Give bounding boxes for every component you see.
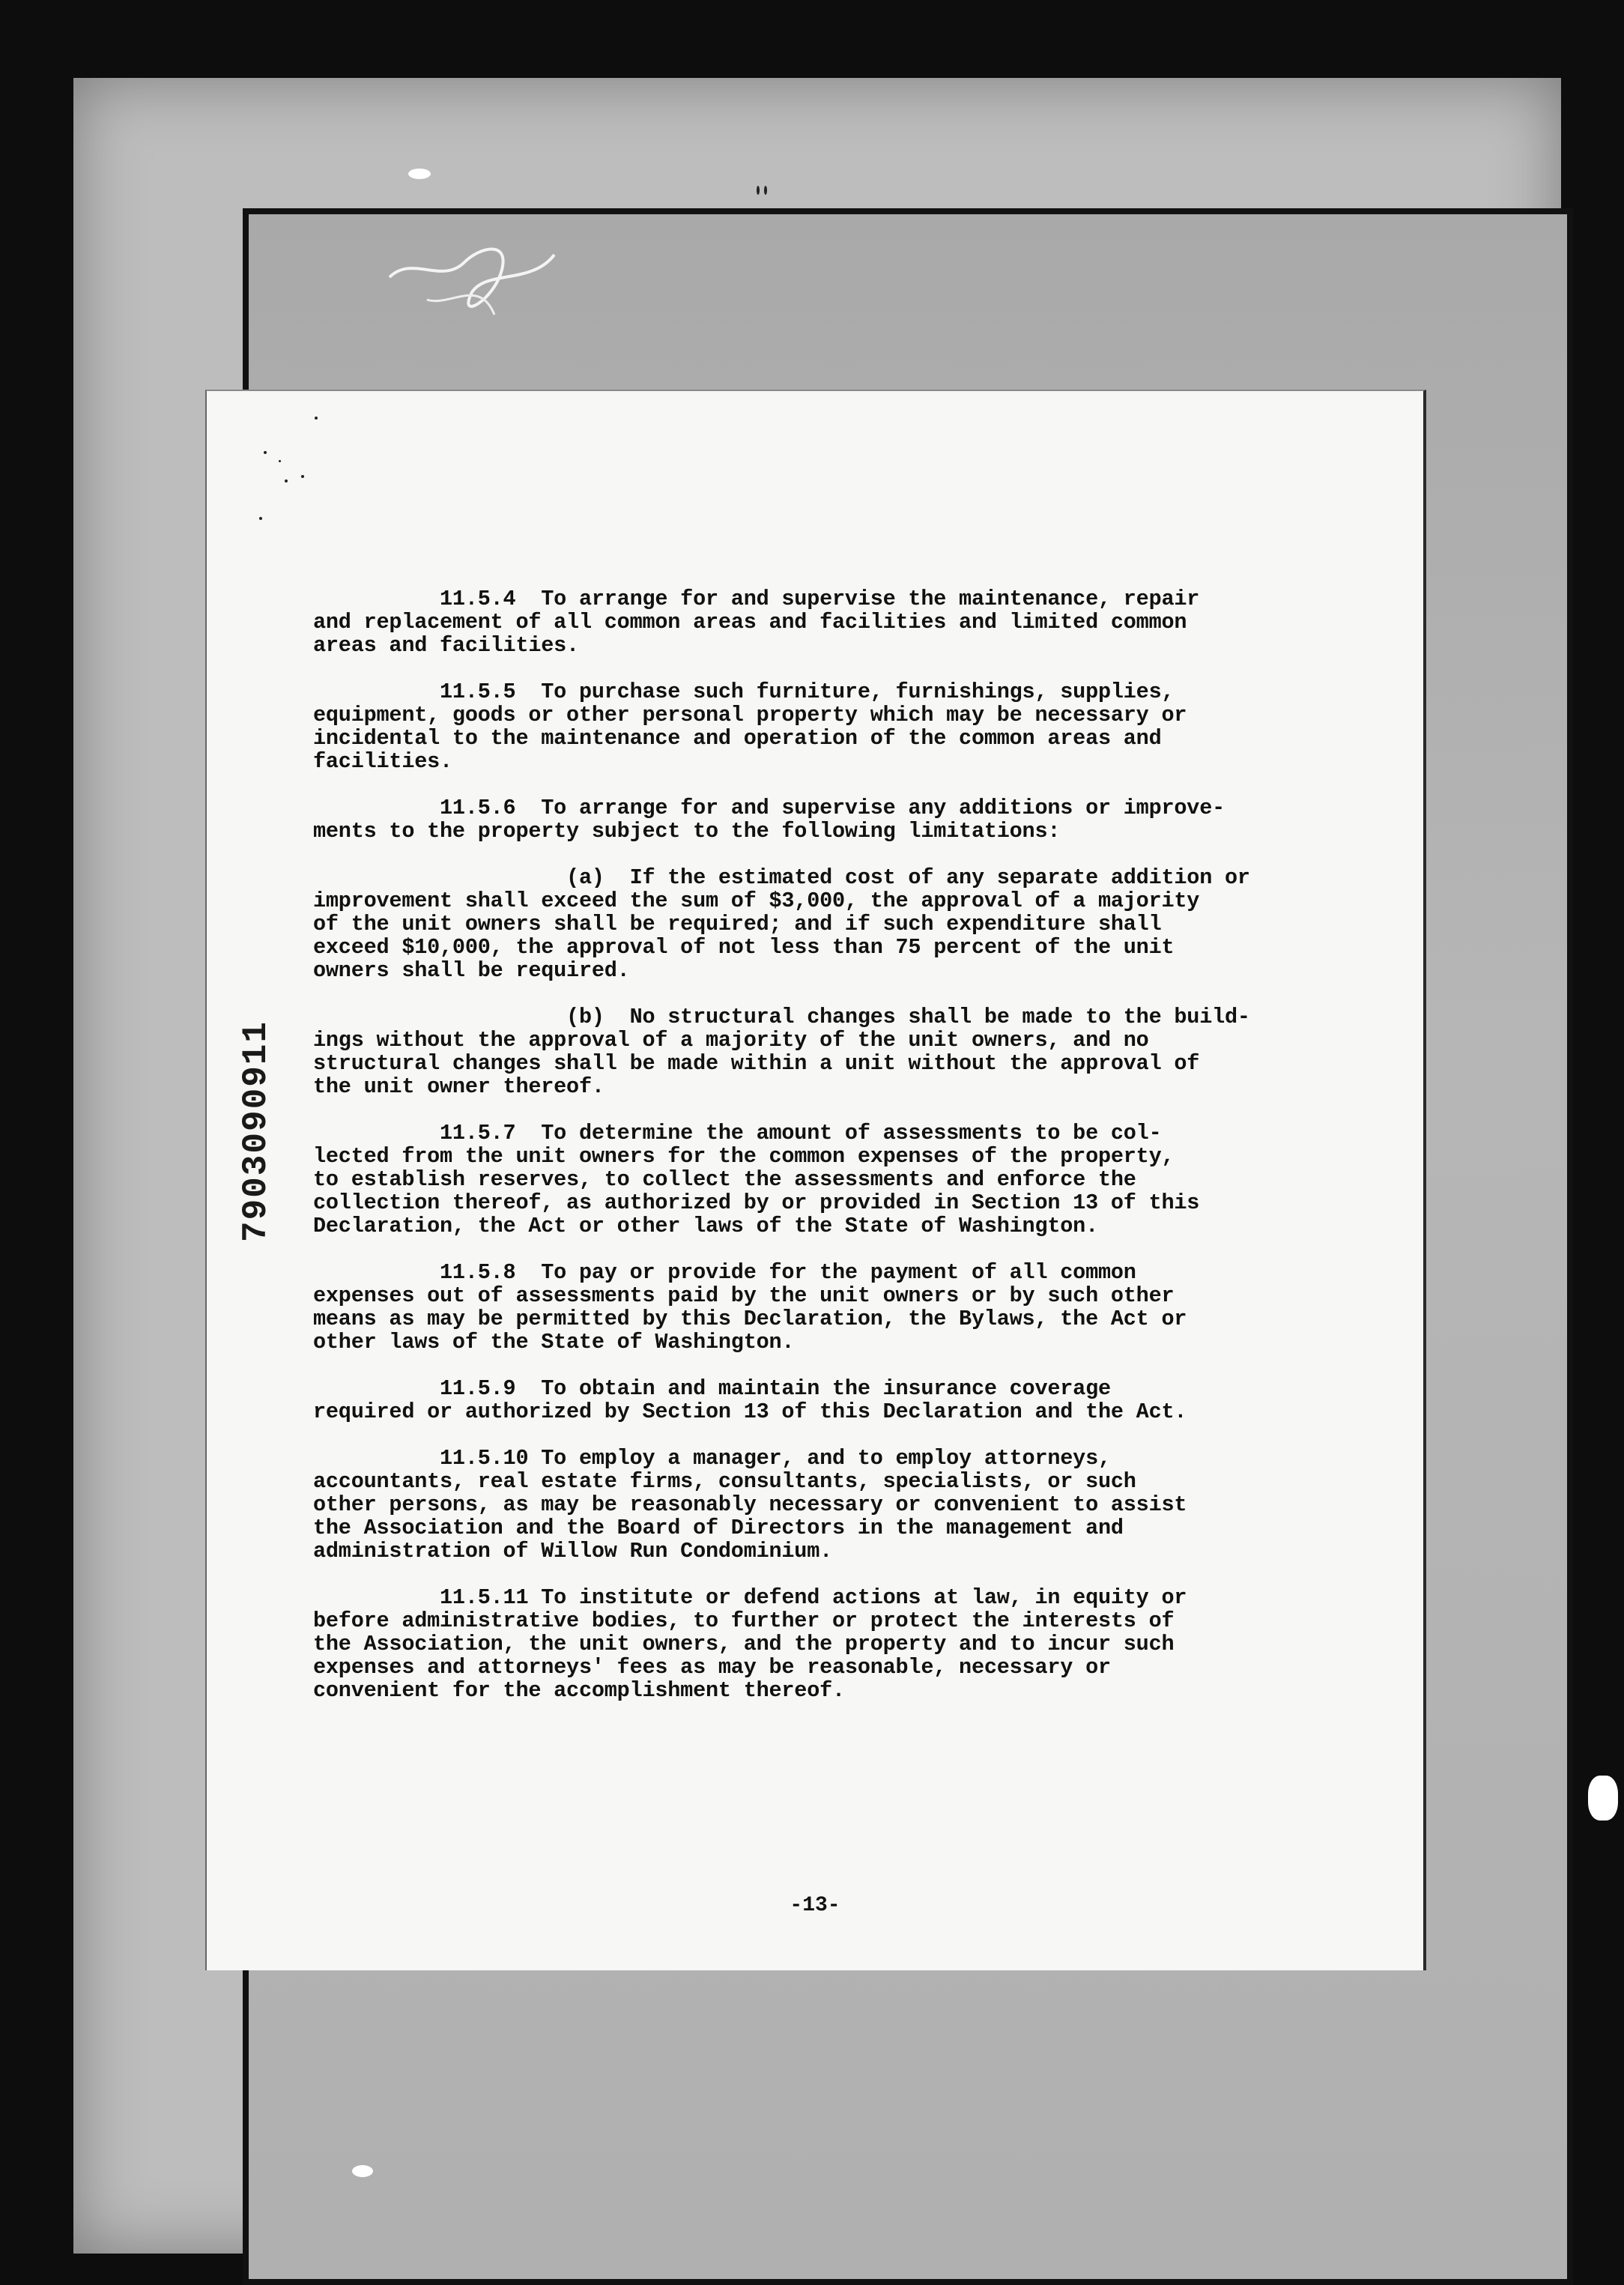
paragraph-11-5-7: 11.5.7 To determine the amount of assessments to be col- lected from the unit owners for the common expenses of the property, to establish reserves, to collect the assessments and enforce the collection thereof, as authorized by or provided in Section 13 of this Declaration, the Act or other laws of the State of Washington.	[313, 1121, 1200, 1238]
paragraph-11-5-6-b: (b) No structural changes shall be made to the build- ings without the approval of a majority of the unit owners, and no structural changes shall be made within a unit without the approval of the unit owner thereof.	[313, 1005, 1250, 1099]
page-number: -13-	[790, 1894, 840, 1917]
recording-number-text: 7903090911	[237, 1020, 276, 1243]
paragraph-11-5-6-a: (a) If the estimated cost of any separate addition or improvement shall exceed the sum of $3,000, the approval of a majority of the unit owners shall be required; and if such expenditure shall exceed $10,000, the approval of not less than 75 percent of the unit owners shall be required.	[313, 865, 1250, 983]
paragraph-11-5-8: 11.5.8 To pay or provide for the payment of all common expenses out of assessments paid by the unit owners or by such other means as may be permitted by this Declaration, the Bylaws, the Act or other laws of the State of Washington.	[313, 1260, 1187, 1355]
paragraph-11-5-6: 11.5.6 To arrange for and supervise any additions or improve- ments to the property subject to the following limitations:	[313, 796, 1225, 844]
recording-number-stamp	[234, 1019, 279, 1244]
paragraph-11-5-9: 11.5.9 To obtain and maintain the insurance coverage required or authorized by Section 13 of this Declaration and the Act.	[313, 1376, 1187, 1424]
document-body	[313, 587, 1392, 1725]
paragraph-11-5-10: 11.5.10 To employ a manager, and to employ attorneys, accountants, real estate firms, consultants, specialists, or such other persons, as may be reasonably necessary or convenient to assist the Association and the Board of Directors in the management and administration of Willow Run Condominium.	[313, 1446, 1187, 1564]
paragraph-11-5-5: 11.5.5 To purchase such furniture, furnishings, supplies, equipment, goods or other personal property which may be necessary or incidental to the maintenance and operation of the common areas and facilities.	[313, 680, 1187, 774]
paragraph-11-5-4: 11.5.4 To arrange for and supervise the maintenance, repair and replacement of all common areas and facilities and limited common areas and facilities.	[313, 587, 1200, 658]
handwritten-mark-icon	[382, 232, 562, 337]
document-page	[205, 390, 1426, 1970]
paragraph-11-5-11: 11.5.11 To institute or defend actions at law, in equity or before administrative bodies, to further or protect the interests of the Association, the unit owners, and the property and to incur such expenses and attorneys' fees as may be reasonable, necessary or convenient for the accomplishment thereof.	[313, 1585, 1187, 1703]
